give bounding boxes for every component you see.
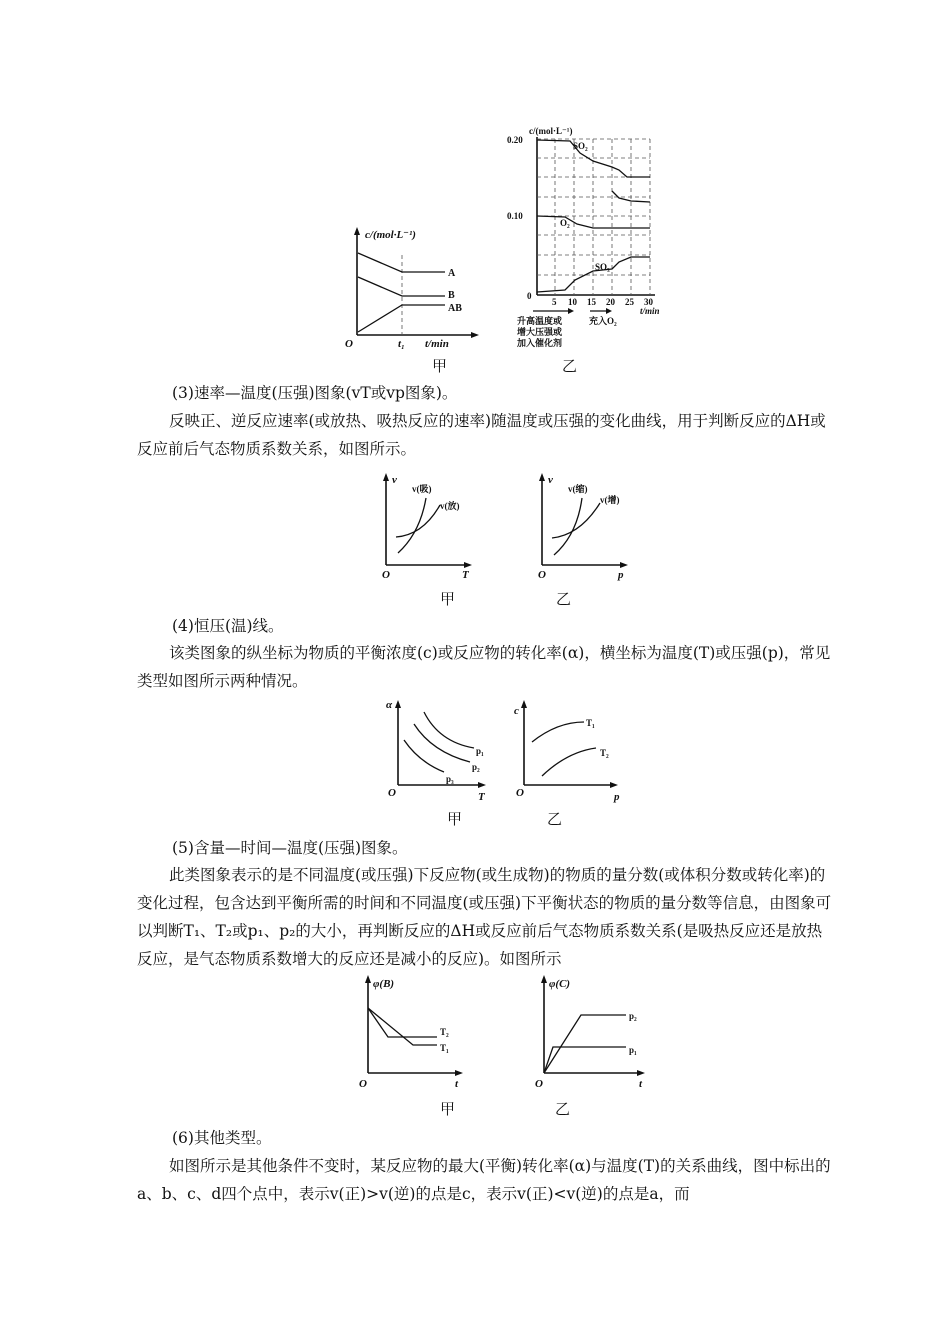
x-tick-20: 20 [606,297,615,307]
curve-label-p2: p₂ [629,1011,637,1021]
x-axis-label: t [639,1078,643,1090]
x-axis-label: T [478,791,485,803]
caption-fig3-yi: 乙 [547,810,563,828]
note-line-3: 加入催化剂 [517,338,563,348]
y-axis-label: c [514,705,519,717]
section-3-heading: (3)速率—温度(压强)图象(vT或vp图象)。 [172,384,458,402]
section-5-text: 此类图象表示的是不同温度(或压强)下反应物(或生成物)的物质的量分数(或体积分数或转化率)的变化过程，包含达到平衡所需的时间和不同温度(或压强)下平衡状态的物质的量分数等信息，由图象可以判断T₁、T₂或p₁、p₂的大小，再判断反应的ΔH或反应前后气态物质系数关系(是吸热反应还是放热反应，是气态物质系数增大的反应还是减小的反应)。如图所示 [137,866,832,968]
x-tick-25: 25 [625,297,634,307]
curve-label-p1: p₁ [629,1045,637,1055]
section-4-text: 该类图象的纵坐标为物质的平衡浓度(c)或反应物的转化率(α)，横坐标为温度(T)或压强(p)，常见类型如图所示两种情况。 [137,644,831,690]
y-axis-label: φ(C) [549,978,571,990]
y-axis-label: v [392,474,397,486]
x-tick-15: 15 [587,297,596,307]
caption-fig2-yi: 乙 [556,590,572,608]
figure-yi-concentration-pressure [512,700,632,805]
curve-AB [358,305,445,332]
origin-label: O [388,787,396,799]
curve-label-v-exo: v(放) [440,501,460,511]
x-axis-label: t/min [640,306,660,316]
curve-SO2 [537,140,650,177]
x-tick-5: 5 [552,297,557,307]
curve-O2 [537,216,650,228]
caption-fig1-jia: 甲 [432,357,448,375]
curve-label-O2: O₂ [560,218,570,228]
figure-jia-fraction-time [355,975,475,1090]
y-axis-label: c/(mol·L⁻¹) [529,126,573,136]
curve-B [358,277,445,296]
curve-label-A: A [448,268,456,279]
section-4-heading: (4)恒压(温)线。 [172,617,284,635]
curve-label-T1: T₁ [440,1043,449,1053]
x-axis-label: p [618,569,624,581]
curve-v-endothermic [398,498,426,553]
caption-fig3-jia: 甲 [447,810,463,828]
figure-jia-conversion-temperature [384,700,494,805]
curve-p2 [544,1015,626,1073]
origin-label: O [382,569,390,581]
caption-fig4-jia: 甲 [440,1100,456,1118]
origin-label: O [538,569,546,581]
curve-label-SO2: SO₂ [573,141,588,151]
figure-jia-rate-temperature [378,473,478,583]
curve-v-increase [552,503,600,538]
curve-p1 [424,712,474,748]
origin-label: O [359,1078,367,1090]
y-axis-label: φ(B) [373,978,395,990]
curve-v-exothermic [396,505,440,537]
curve-T2 [542,748,596,776]
curve-label-T1: T₁ [586,718,595,728]
note-line-2: 增大压强或 [517,327,563,337]
origin-label: O [345,338,353,350]
origin-label: O [516,787,524,799]
curve-label-p1: p₁ [476,746,484,756]
x-axis-label: t [455,1078,459,1090]
caption-fig4-yi: 乙 [555,1100,571,1118]
curve-v-shrink [554,498,582,555]
curve-label-v-endo: v(吸) [412,484,432,494]
x-axis-label: T [462,569,469,581]
section-5-heading: (5)含量—时间—温度(压强)图象。 [172,839,408,857]
origin-label: O [535,1078,543,1090]
y-axis-label: c/(mol·L⁻¹) [365,229,416,241]
curve-T1 [368,1008,437,1045]
figure-yi-fraction-time [531,975,661,1090]
curve-label-T2: T₂ [440,1027,449,1037]
y-tick-020: 0.20 [507,135,523,145]
caption-fig1-yi: 乙 [562,357,578,375]
curve-label-AB: AB [448,303,462,314]
curve-SO3 [537,257,650,292]
curve-label-B: B [448,290,455,301]
x-axis-label: p [614,791,620,803]
curve-p1 [544,1047,626,1073]
figure-yi-so2-equilibrium [505,125,675,355]
note-add-o2: 充入O₂ [589,316,617,326]
t1-tick-label: t₁ [398,338,405,350]
curve-p2 [414,724,470,762]
curve-label-T2: T₂ [600,748,609,758]
section-6-heading: (6)其他类型。 [172,1129,272,1147]
y-axis-label: v [548,474,553,486]
caption-fig2-jia: 甲 [440,590,456,608]
x-tick-10: 10 [568,297,577,307]
figure-jia-concentration-time [340,225,490,355]
section-6-text: 如图所示是其他条件不变时，某反应物的最大(平衡)转化率(α)与温度(T)的关系曲线，图中标出的a、b、c、d四个点中，表示v(正)>v(逆)的点是c，表示v(正)<v(逆)的点是a，而 [137,1157,831,1203]
curve-label-p3: p₃ [446,774,454,784]
curve-label-SO3: SO₃ [595,262,610,272]
y-tick-010: 0.10 [507,211,523,221]
curve-A [358,253,445,272]
y-tick-0: 0 [527,291,532,301]
x-axis-label: t/min [425,338,449,350]
curve-T2 [368,1008,437,1037]
y-axis-label: α [386,699,393,711]
curve-label-v-increase: v(增) [600,495,620,505]
figure-yi-rate-pressure [532,473,642,583]
x-tick-30: 30 [644,297,653,307]
curve-p3 [404,740,444,772]
curve-T1 [532,722,584,742]
section-3-text: 反映正、逆反应速率(或放热、吸热反应的速率)随温度或压强的变化曲线，用于判断反应的ΔH或反应前后气态物质系数关系，如图所示。 [137,412,826,458]
curve-label-p2: p₂ [472,762,480,772]
note-line-1: 升高温度或 [517,316,563,326]
curve-label-v-shrink: v(缩) [568,484,588,494]
